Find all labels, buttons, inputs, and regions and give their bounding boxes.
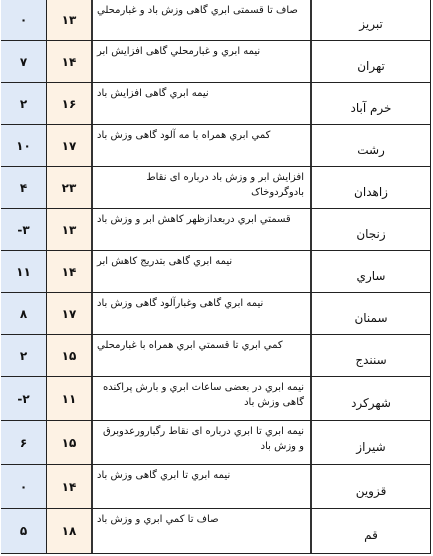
max-temp-cell: ۱۳ xyxy=(46,209,91,250)
min-temp-cell: ۵ xyxy=(1,509,46,553)
city-name-cell: ساري xyxy=(310,251,431,292)
min-temp-cell: ۴ xyxy=(1,167,46,208)
table-row xyxy=(1,421,431,465)
city-name-cell: رشت xyxy=(310,125,431,166)
min-temp-cell: ۲ xyxy=(1,335,46,376)
min-temp-cell: ۷ xyxy=(1,41,46,82)
table-row xyxy=(1,465,431,509)
condition-cell: نیمه ابري و غبارمحلي گاهی افزایش ابر xyxy=(91,41,310,82)
max-temp-cell: ۱۴ xyxy=(46,465,91,508)
max-temp-cell: ۱۵ xyxy=(46,335,91,376)
max-temp-cell: ۱۱ xyxy=(46,377,91,420)
table-row xyxy=(1,251,431,293)
weather-table xyxy=(1,0,431,554)
min-temp-cell: ۱۰ xyxy=(1,125,46,166)
city-name-cell: تبریز xyxy=(310,0,431,40)
table-row xyxy=(1,0,431,41)
min-temp-cell: ۶ xyxy=(1,421,46,464)
condition-cell: افزایش ابر و وزش باد درباره ای نقاط بادوگردوخاک xyxy=(91,167,310,208)
city-name-cell: قم xyxy=(310,509,431,553)
max-temp-cell: ۱۸ xyxy=(46,509,91,553)
max-temp-cell: ۱۵ xyxy=(46,421,91,464)
condition-cell: نیمه ابري گاهی بتدریج کاهش ابر xyxy=(91,251,310,292)
condition-cell: صاف تا کمي ابري و وزش باد xyxy=(91,509,310,553)
condition-cell: نیمه ابري گاهی وغبارآلود گاهی وزش باد xyxy=(91,293,310,334)
city-name-cell: قزوین xyxy=(310,465,431,508)
max-temp-cell: ۱۴ xyxy=(46,41,91,82)
max-temp-cell: ۱۳ xyxy=(46,0,91,40)
condition-cell: نیمه ابري تا ابري گاهی وزش باد xyxy=(91,465,310,508)
min-temp-cell: ۲ xyxy=(1,83,46,124)
table-row xyxy=(1,377,431,421)
table-row xyxy=(1,41,431,83)
city-name-cell: زنجان xyxy=(310,209,431,250)
table-row xyxy=(1,509,431,554)
city-name-cell: زاهدان xyxy=(310,167,431,208)
min-temp-cell: ۸ xyxy=(1,293,46,334)
max-temp-cell: ۱۴ xyxy=(46,251,91,292)
table-row xyxy=(1,335,431,377)
min-temp-cell: ۰ xyxy=(1,0,46,40)
condition-cell: کمي ابري همراه با مه آلود گاهی وزش باد xyxy=(91,125,310,166)
table-row xyxy=(1,167,431,209)
min-temp-cell: -۳ xyxy=(1,209,46,250)
table-row xyxy=(1,209,431,251)
condition-cell: کمي ابري تا قسمتي ابري همراه با غبارمحلي xyxy=(91,335,310,376)
table-row xyxy=(1,125,431,167)
city-name-cell: تهران xyxy=(310,41,431,82)
condition-cell: قسمتي ابري دربعدازظهر کاهش ابر و وزش باد xyxy=(91,209,310,250)
city-name-cell: شیراز xyxy=(310,421,431,464)
min-temp-cell: ۱۱ xyxy=(1,251,46,292)
max-temp-cell: ۱۷ xyxy=(46,293,91,334)
city-name-cell: شهرکرد xyxy=(310,377,431,420)
condition-cell: نیمه ابري گاهی افزایش باد xyxy=(91,83,310,124)
city-name-cell: خرم آباد xyxy=(310,83,431,124)
max-temp-cell: ۱۶ xyxy=(46,83,91,124)
condition-cell: نیمه ابري تا ابري درباره ای نقاط رگبارورعدوبرق و وزش باد xyxy=(91,421,310,464)
table-row xyxy=(1,83,431,125)
city-name-cell: سمنان xyxy=(310,293,431,334)
condition-cell: صاف تا قسمتی ابري گاهی وزش باد و غبارمحلي xyxy=(91,0,310,40)
max-temp-cell: ۲۳ xyxy=(46,167,91,208)
min-temp-cell: ۰ xyxy=(1,465,46,508)
min-temp-cell: -۲ xyxy=(1,377,46,420)
condition-cell: نیمه ابري در بعضی ساعات ابري و بارش پراکنده گاهی وزش باد xyxy=(91,377,310,420)
max-temp-cell: ۱۷ xyxy=(46,125,91,166)
city-name-cell: سنندج xyxy=(310,335,431,376)
table-row xyxy=(1,293,431,335)
